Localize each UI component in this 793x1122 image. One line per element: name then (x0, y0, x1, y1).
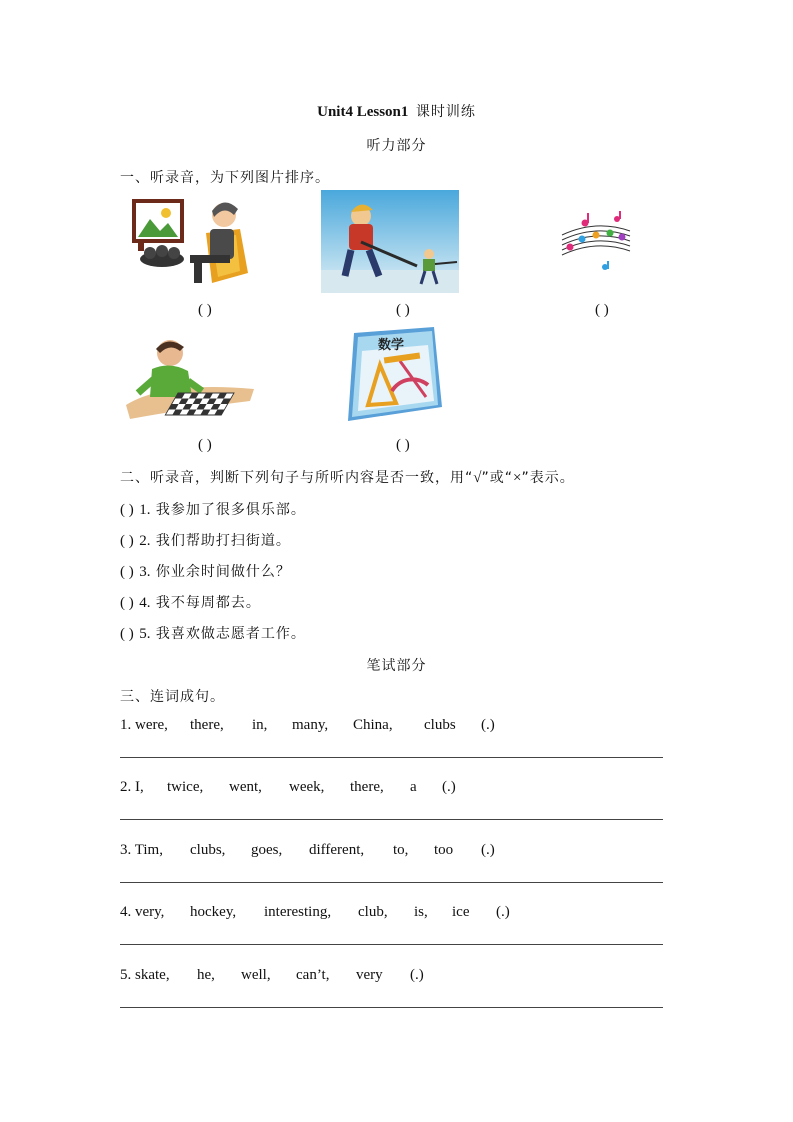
part2-instruction-c: ”表示。 (521, 470, 575, 486)
word: can’t, (296, 967, 330, 983)
word: there, (350, 779, 384, 795)
picture-5-blank: ( ) (396, 437, 410, 453)
title-english: Unit4 Lesson1 (317, 104, 409, 120)
word-list (120, 717, 495, 734)
listening-heading: 听力部分 (366, 138, 427, 154)
answer-line (120, 882, 663, 883)
word: very (356, 967, 383, 983)
word: goes, (251, 842, 283, 858)
word: to, (393, 842, 409, 858)
word: (.) (442, 779, 456, 795)
picture-4-blank: ( ) (198, 437, 212, 453)
part3-instruction: 三、连词成句。 (120, 689, 225, 705)
chess-picture (124, 335, 258, 427)
answer-line (120, 757, 663, 758)
hockey-picture (321, 190, 459, 293)
word: is, (414, 904, 428, 920)
judgement-item: ( ) 3. 你业余时间做什么？ (120, 564, 291, 580)
word: 2. I, (120, 779, 144, 795)
word: went, (229, 779, 262, 795)
title-chinese: 课时训练 (415, 104, 476, 120)
word: too (434, 842, 454, 858)
word: club, (358, 904, 388, 920)
word: well, (241, 967, 271, 983)
answer-line (120, 819, 663, 820)
word: there, (190, 717, 224, 733)
word: clubs, (190, 842, 226, 858)
word: in, (252, 717, 268, 733)
word: hockey, (190, 904, 237, 920)
picture-2-blank: ( ) (396, 302, 410, 318)
part2-instruction-a: 二、听录音，判断下列句子与所听内容是否一致，用“ (120, 470, 474, 486)
word: clubs (424, 717, 456, 733)
word-list (120, 904, 510, 921)
math-book-picture (340, 325, 444, 425)
word: week, (289, 779, 325, 795)
picture-1-blank: ( ) (198, 302, 212, 318)
answer-line (120, 944, 663, 945)
word: 3. Tim, (120, 842, 163, 858)
cross-symbol: × (513, 470, 522, 486)
part2-instruction-b: ”或“ (481, 470, 514, 486)
judgement-item: ( ) 5. 我喜欢做志愿者工作。 (120, 626, 306, 642)
word: (.) (496, 904, 510, 920)
math-book-label: 数学 (378, 338, 405, 353)
word: he, (197, 967, 215, 983)
word: many, (292, 717, 329, 733)
part2-instruction (120, 467, 575, 487)
word: twice, (167, 779, 204, 795)
judgement-item: ( ) 1. 我参加了很多俱乐部。 (120, 502, 306, 518)
word-list (120, 779, 456, 796)
picture-3-blank: ( ) (595, 302, 609, 318)
word: (.) (410, 967, 424, 983)
movie-watching-picture (128, 193, 252, 289)
word-list (120, 842, 495, 859)
check-symbol: √ (473, 470, 482, 486)
word: China, (353, 717, 393, 733)
word: (.) (481, 842, 495, 858)
word: different, (309, 842, 365, 858)
word: (.) (481, 717, 495, 733)
word: 1. were, (120, 717, 168, 733)
answer-line (120, 1007, 663, 1008)
judgement-item: ( ) 2. 我们帮助打扫街道。 (120, 533, 291, 549)
word: 5. skate, (120, 967, 170, 983)
word-list (120, 967, 424, 984)
page-title (0, 101, 793, 121)
music-notes-picture (558, 205, 634, 271)
part1-instruction: 一、听录音，为下列图片排序。 (120, 170, 330, 186)
word: a (410, 779, 417, 795)
word: ice (452, 904, 470, 920)
word: interesting, (264, 904, 332, 920)
word: 4. very, (120, 904, 165, 920)
judgement-item: ( ) 4. 我不每周都去。 (120, 595, 261, 611)
writing-heading: 笔试部分 (366, 658, 427, 674)
